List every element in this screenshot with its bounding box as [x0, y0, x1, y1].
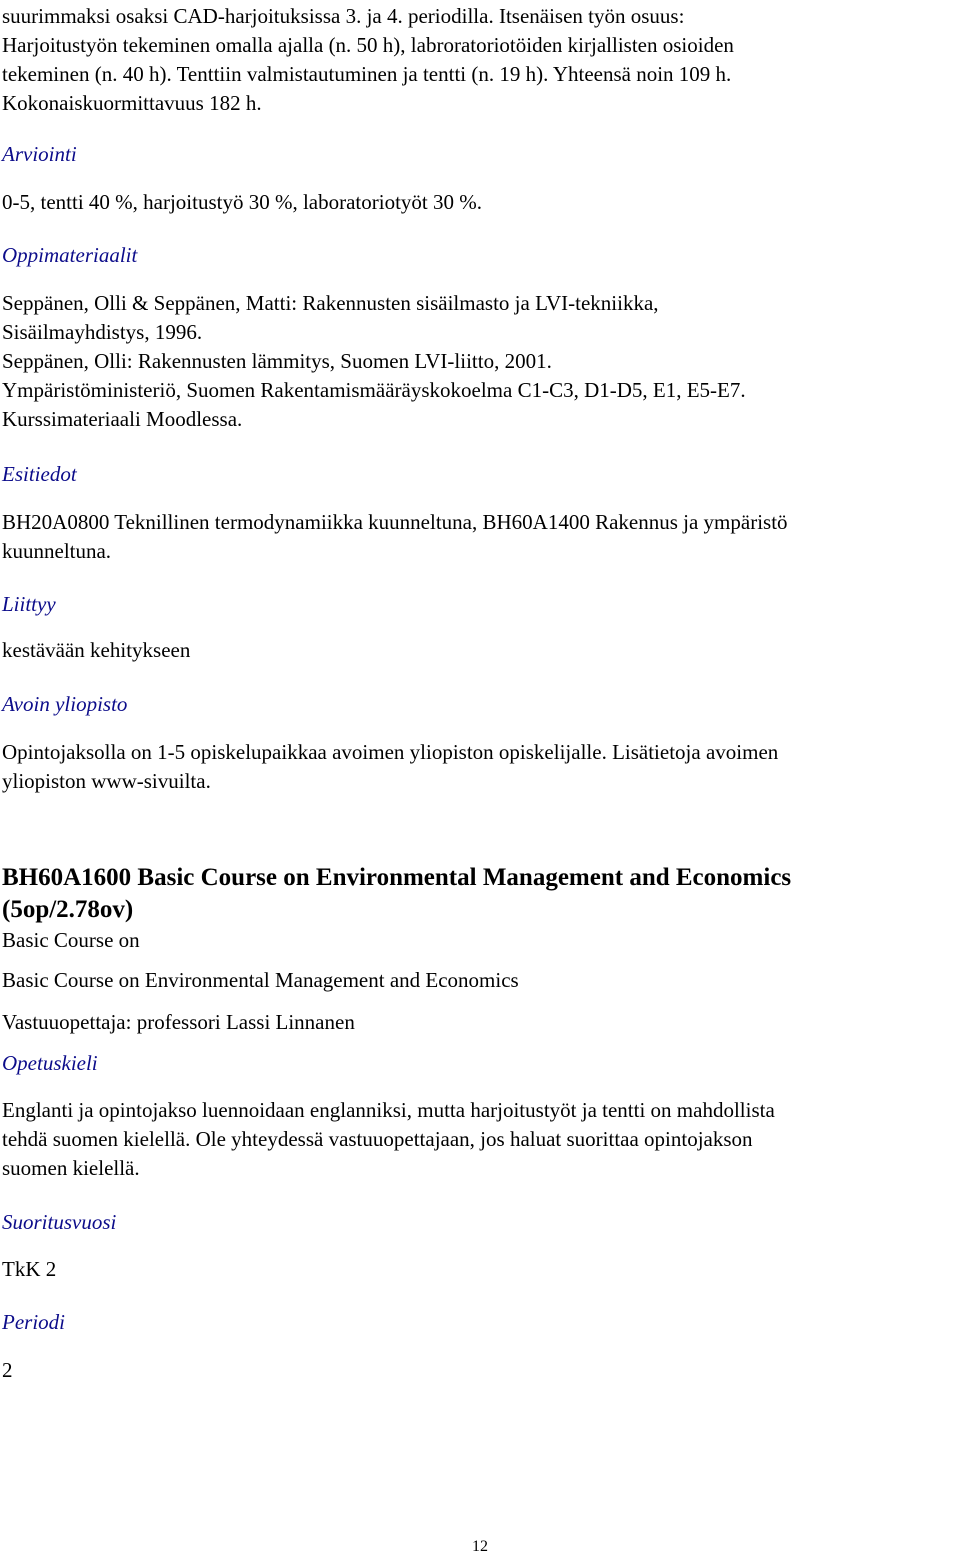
course-teacher: Vastuuopettaja: professori Lassi Linnanen [2, 1010, 355, 1034]
heading-opetuskieli: Opetuskieli [2, 1051, 98, 1075]
periodi-text: 2 [2, 1358, 13, 1382]
liittyy-text: kestävään kehitykseen [2, 638, 191, 662]
intro-line: tekeminen (n. 40 h). Tenttiin valmistautuminen ja tentti (n. 19 h). Yhteensä noin 109 h. [2, 62, 732, 86]
heading-suoritusvuosi: Suoritusvuosi [2, 1210, 117, 1234]
page-number: 12 [472, 1538, 488, 1555]
oppimateriaalit-list [2, 289, 746, 434]
reference-line: Seppänen, Olli: Rakennusten lämmitys, Suomen LVI-liitto, 2001. [2, 349, 552, 373]
heading-periodi: Periodi [2, 1310, 65, 1334]
reference-line: Sisäilmayhdistys, 1996. [2, 320, 203, 344]
course-full-name: Basic Course on Environmental Management and Economics [2, 968, 519, 992]
intro-paragraph [2, 2, 734, 118]
opetuskieli-line: tehdä suomen kielellä. Ole yhteydessä vastuuopettajaan, jos haluat suorittaa opintojakson [2, 1127, 753, 1151]
avoin-text [2, 738, 778, 796]
arviointi-text: 0-5, tentti 40 %, harjoitustyö 30 %, laboratoriotyöt 30 %. [2, 190, 483, 214]
opetuskieli-line: suomen kielellä. [2, 1156, 140, 1180]
course-title [2, 862, 791, 926]
esitiedot-text [2, 508, 788, 566]
intro-line: Harjoitustyön tekeminen omalla ajalla (n. 50 h), labroratoriotöiden kirjallisten osioiden [2, 33, 734, 57]
avoin-line: yliopiston www-sivuilta. [2, 769, 211, 793]
opetuskieli-line: Englanti ja opintojakso luennoidaan englanniksi, mutta harjoitustyöt ja tentti on mahdollista [2, 1098, 775, 1122]
course-title-line: (5op/2.78ov) [2, 896, 134, 923]
heading-esitiedot: Esitiedot [2, 462, 77, 486]
heading-liittyy: Liittyy [2, 592, 56, 616]
avoin-line: Opintojaksolla on 1-5 opiskelupaikkaa avoimen yliopiston opiskelijalle. Lisätietoja avoimen [2, 740, 779, 764]
course-subtitle: Basic Course on [2, 928, 140, 952]
esitiedot-line: kuunneltuna. [2, 539, 112, 563]
course-title-line: BH60A1600 Basic Course on Environmental Management and Economics [2, 864, 792, 891]
esitiedot-line: BH20A0800 Teknillinen termodynamiikka kuunneltuna, BH60A1400 Rakennus ja ympäristö [2, 510, 788, 534]
reference-line: Kurssimateriaali Moodlessa. [2, 407, 243, 431]
intro-line: suurimmaksi osaksi CAD-harjoituksissa 3. ja 4. periodilla. Itsenäisen työn osuus: [2, 4, 685, 28]
suoritusvuosi-text: TkK 2 [2, 1257, 57, 1281]
opetuskieli-text [2, 1096, 775, 1183]
reference-line: Seppänen, Olli & Seppänen, Matti: Rakennusten sisäilmasto ja LVI-tekniikka, [2, 291, 659, 315]
heading-arviointi: Arviointi [2, 142, 77, 166]
reference-line: Ympäristöministeriö, Suomen Rakentamismääräyskokoelma C1-C3, D1-D5, E1, E5-E7. [2, 378, 746, 402]
heading-oppimateriaalit: Oppimateriaalit [2, 243, 138, 267]
heading-avoin-yliopisto: Avoin yliopisto [2, 692, 128, 716]
intro-line: Kokonaiskuormittavuus 182 h. [2, 91, 262, 115]
